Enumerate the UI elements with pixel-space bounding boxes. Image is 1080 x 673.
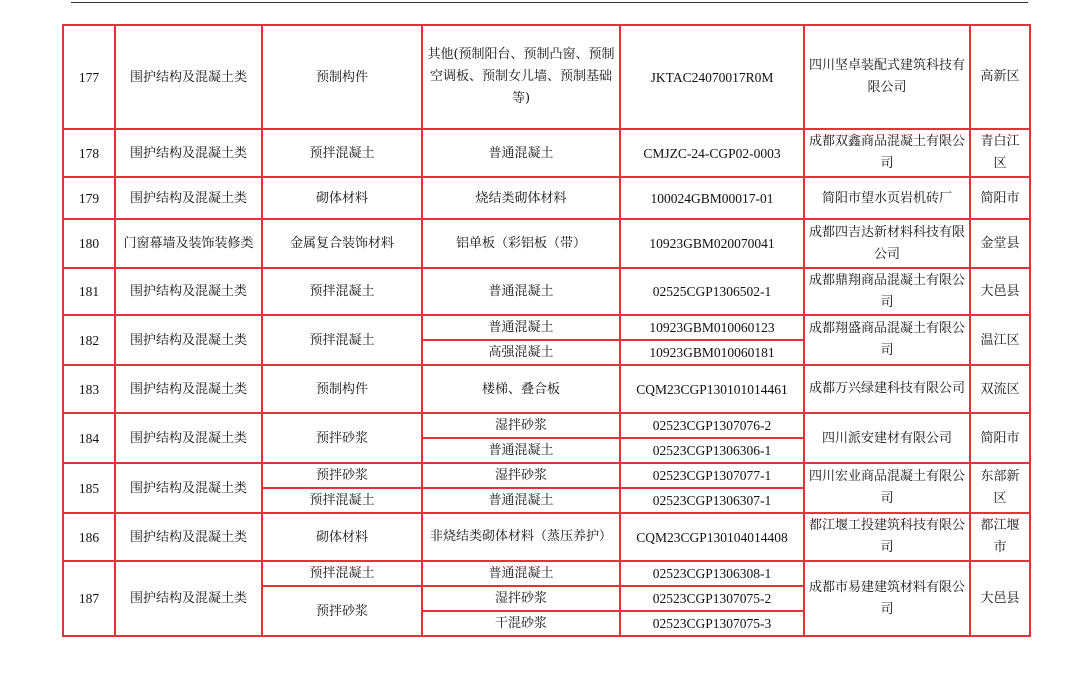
- cert-code-cell: 02523CGP1307076-2: [620, 413, 804, 438]
- table-row: [63, 365, 1030, 413]
- subcategory-cell: 预拌混凝土: [262, 488, 422, 513]
- cert-code-cell: 02523CGP1307075-3: [620, 611, 804, 636]
- product-cell: 普通混凝土: [422, 561, 620, 586]
- row-number: 187: [63, 561, 115, 636]
- category-cell: 围护结构及混凝土类: [115, 177, 262, 219]
- product-cell: 普通混凝土: [422, 315, 620, 340]
- region-cell: 大邑县: [970, 268, 1030, 315]
- row-number: 184: [63, 413, 115, 463]
- product-cell: 高强混凝土: [422, 340, 620, 365]
- product-cell: 普通混凝土: [422, 438, 620, 463]
- region-cell: 大邑县: [970, 561, 1030, 636]
- category-cell: 围护结构及混凝土类: [115, 463, 262, 513]
- subcategory-cell: 预拌混凝土: [262, 268, 422, 315]
- region-cell: 简阳市: [970, 177, 1030, 219]
- cert-code-cell: 02523CGP1306308-1: [620, 561, 804, 586]
- category-cell: 围护结构及混凝土类: [115, 413, 262, 463]
- cert-code-cell: 02523CGP1307077-1: [620, 463, 804, 488]
- product-cell: 楼梯、叠合板: [422, 365, 620, 413]
- table-row: [63, 315, 1030, 340]
- table-row: [63, 561, 1030, 586]
- product-cell: 铝单板（彩铝板（带）: [422, 219, 620, 268]
- region-cell: 双流区: [970, 365, 1030, 413]
- category-cell: 围护结构及混凝土类: [115, 365, 262, 413]
- table-container: [62, 24, 1031, 637]
- row-number: 183: [63, 365, 115, 413]
- subcategory-cell: 金属复合装饰材料: [262, 219, 422, 268]
- row-number: 180: [63, 219, 115, 268]
- region-cell: 金堂县: [970, 219, 1030, 268]
- category-cell: 围护结构及混凝土类: [115, 561, 262, 636]
- region-cell: 温江区: [970, 315, 1030, 365]
- cert-code-cell: 10923GBM010060123: [620, 315, 804, 340]
- cert-code-cell: CQM23CGP130101014461: [620, 365, 804, 413]
- company-cell: 四川宏业商品混凝土有限公司: [804, 463, 970, 513]
- cert-code-cell: 10923GBM010060181: [620, 340, 804, 365]
- row-number: 186: [63, 513, 115, 561]
- category-cell: 围护结构及混凝土类: [115, 268, 262, 315]
- subcategory-cell: 预拌混凝土: [262, 129, 422, 177]
- company-cell: 简阳市望水页岩机砖厂: [804, 177, 970, 219]
- row-number: 181: [63, 268, 115, 315]
- subcategory-cell: 预拌混凝土: [262, 561, 422, 586]
- table-row: [63, 268, 1030, 315]
- row-number: 179: [63, 177, 115, 219]
- subcategory-cell: 预拌砂浆: [262, 586, 422, 636]
- product-cell: 烧结类砌体材料: [422, 177, 620, 219]
- subcategory-cell: 预制构件: [262, 25, 422, 129]
- company-cell: 成都鼎翔商品混凝土有限公司: [804, 268, 970, 315]
- category-cell: 围护结构及混凝土类: [115, 129, 262, 177]
- table-row: [63, 413, 1030, 438]
- table-row: [63, 513, 1030, 561]
- category-cell: 围护结构及混凝土类: [115, 25, 262, 129]
- cert-code-cell: CMJZC-24-CGP02-0003: [620, 129, 804, 177]
- cert-code-cell: 02523CGP1306306-1: [620, 438, 804, 463]
- region-cell: 东部新区: [970, 463, 1030, 513]
- region-cell: 高新区: [970, 25, 1030, 129]
- cert-code-cell: JKTAC24070017R0M: [620, 25, 804, 129]
- subcategory-cell: 砌体材料: [262, 177, 422, 219]
- category-cell: 围护结构及混凝土类: [115, 513, 262, 561]
- product-cell: 普通混凝土: [422, 268, 620, 315]
- company-cell: 成都翔盛商品混凝土有限公司: [804, 315, 970, 365]
- cert-code-cell: 10923GBM020070041: [620, 219, 804, 268]
- table-row: [63, 129, 1030, 177]
- cert-code-cell: 02525CGP1306502-1: [620, 268, 804, 315]
- product-cell: 湿拌砂浆: [422, 586, 620, 611]
- cert-code-cell: 100024GBM00017-01: [620, 177, 804, 219]
- product-cell: 普通混凝土: [422, 129, 620, 177]
- product-cell: 干混砂浆: [422, 611, 620, 636]
- product-cell: 非烧结类砌体材料（蒸压养护）: [422, 513, 620, 561]
- product-cell: 湿拌砂浆: [422, 463, 620, 488]
- company-cell: 都江堰工投建筑科技有限公司: [804, 513, 970, 561]
- product-cell: 湿拌砂浆: [422, 413, 620, 438]
- company-cell: 成都双鑫商品混凝土有限公司: [804, 129, 970, 177]
- row-number: 177: [63, 25, 115, 129]
- row-number: 182: [63, 315, 115, 365]
- company-cell: 成都市易建建筑材料有限公司: [804, 561, 970, 636]
- table-row: [63, 463, 1030, 488]
- company-cell: 四川坚卓装配式建筑科技有限公司: [804, 25, 970, 129]
- subcategory-cell: 预拌混凝土: [262, 315, 422, 365]
- product-cell: 其他(预制阳台、预制凸窗、预制空调板、预制女儿墙、预制基础等): [422, 25, 620, 129]
- row-number: 178: [63, 129, 115, 177]
- category-cell: 门窗幕墙及装饰装修类: [115, 219, 262, 268]
- company-cell: 成都四吉达新材料科技有限公司: [804, 219, 970, 268]
- table-row: [63, 219, 1030, 268]
- region-cell: 简阳市: [970, 413, 1030, 463]
- category-cell: 围护结构及混凝土类: [115, 315, 262, 365]
- product-table: [62, 24, 1031, 637]
- table-row: [63, 177, 1030, 219]
- row-number: 185: [63, 463, 115, 513]
- region-cell: 青白江区: [970, 129, 1030, 177]
- subcategory-cell: 预制构件: [262, 365, 422, 413]
- header-rule: [71, 2, 1028, 3]
- cert-code-cell: CQM23CGP130104014408: [620, 513, 804, 561]
- cert-code-cell: 02523CGP1307075-2: [620, 586, 804, 611]
- region-cell: 都江堰市: [970, 513, 1030, 561]
- company-cell: 四川派安建材有限公司: [804, 413, 970, 463]
- company-cell: 成都万兴绿建科技有限公司: [804, 365, 970, 413]
- subcategory-cell: 预拌砂浆: [262, 463, 422, 488]
- subcategory-cell: 砌体材料: [262, 513, 422, 561]
- table-row: [63, 25, 1030, 129]
- cert-code-cell: 02523CGP1306307-1: [620, 488, 804, 513]
- product-cell: 普通混凝土: [422, 488, 620, 513]
- subcategory-cell: 预拌砂浆: [262, 413, 422, 463]
